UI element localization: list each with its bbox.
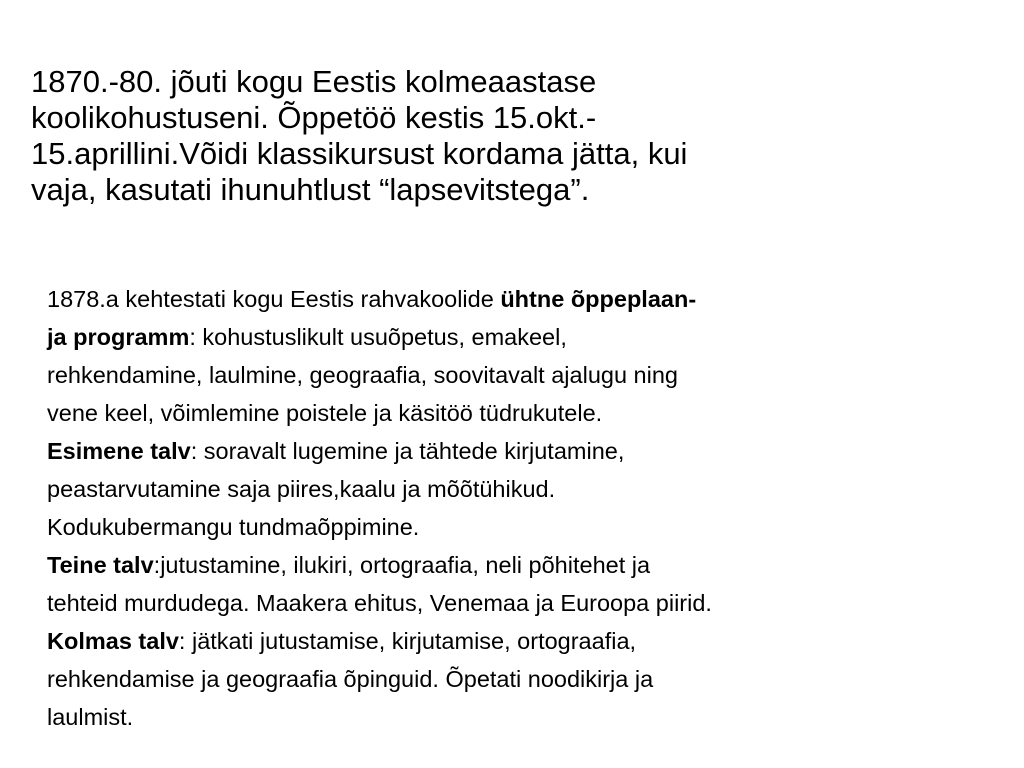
curriculum-term: ühtne õppeplaan- xyxy=(500,286,697,312)
body-text: 1878.a kehtestati kogu Eestis rahvakoolide xyxy=(47,286,501,312)
body-line xyxy=(47,546,1007,584)
body-text: : jätkati jutustamise, kirjutamise, ortograafia, xyxy=(178,628,637,654)
body-line xyxy=(47,318,1007,356)
body-line xyxy=(47,622,1007,660)
intro-line: koolikohustuseni. Õppetöö kestis 15.okt.- xyxy=(31,100,597,135)
body-text: : soravalt lugemine ja tähtede kirjutamine, xyxy=(190,438,625,464)
intro-line: 15.aprillini.Võidi klassikursust kordama jätta, kui xyxy=(31,136,688,171)
body-line xyxy=(47,432,1007,470)
body-line: laulmist. xyxy=(47,704,134,730)
body-text: : kohustuslikult usuõpetus, emakeel, xyxy=(189,324,567,350)
curriculum-term: ja programm xyxy=(47,324,190,350)
third-winter-heading: Kolmas talv xyxy=(47,628,179,654)
intro-paragraph xyxy=(31,64,971,208)
body-line: vene keel, võimlemine poistele ja käsitöö tüdrukutele. xyxy=(47,400,603,426)
first-winter-heading: Esimene talv xyxy=(47,438,191,464)
body-text: :jutustamine, ilukiri, ortograafia, neli põhitehet ja xyxy=(153,552,651,578)
intro-line: 1870.-80. jõuti kogu Eestis kolmeaastase xyxy=(31,64,597,99)
body-line: rehkendamise ja geograafia õpinguid. Õpetati noodikirja ja xyxy=(47,666,654,692)
body-line: peastarvutamine saja piires,kaalu ja mõõtühikud. xyxy=(47,476,556,502)
body-line: tehteid murdudega. Maakera ehitus, Venemaa ja Euroopa piirid. xyxy=(47,590,712,616)
body-line: rehkendamine, laulmine, geograafia, soovitavalt ajalugu ning xyxy=(47,362,678,388)
second-winter-heading: Teine talv xyxy=(47,552,154,578)
body-line xyxy=(47,280,1007,318)
intro-line: vaja, kasutati ihunuhtlust “lapsevitstega”. xyxy=(31,172,590,207)
body-line: Kodukubermangu tundmaõppimine. xyxy=(47,514,420,540)
curriculum-paragraph xyxy=(47,280,1007,736)
